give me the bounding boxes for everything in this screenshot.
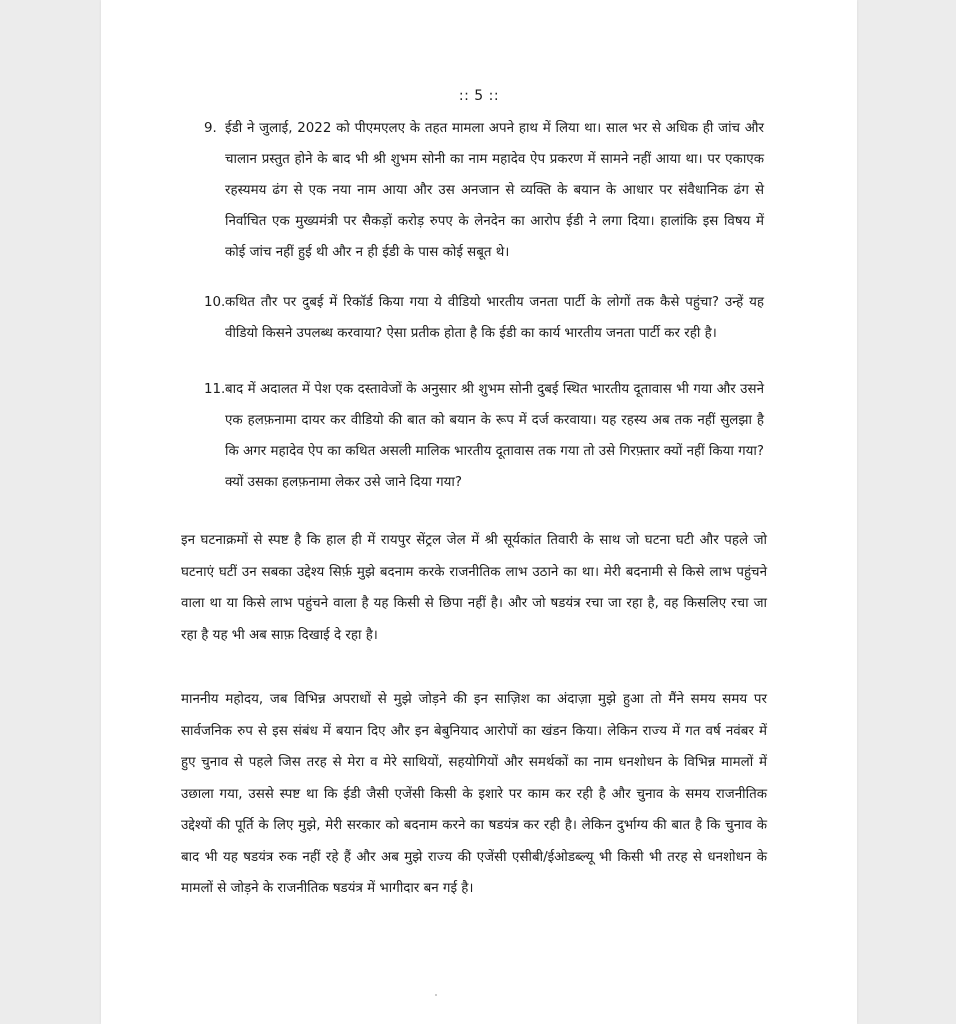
list-item-9 [204, 113, 764, 268]
list-item-text: बाद में अदालत में पेश एक दस्तावेजों के अनुसार श्री शुभम सोनी दुबई स्थित भारतीय दूतावास भी गया और उसने एक हलफ़नामा दायर कर वीडियो की बात को बयान के रूप में दर्ज करवाया। यह रहस्य अब तक नहीं सुलझा है कि अगर महादेव ऐप का कथित असली मालिक भारतीय दूतावास तक गया तो उसे गिरफ़्तार क्यों नहीं किया गया? क्यों उसका हलफ़नामा लेकर उसे जाने दिया गया? [225, 382, 764, 490]
list-item-10 [204, 287, 764, 349]
list-item-text: कथित तौर पर दुबई में रिकॉर्ड किया गया ये वीडियो भारतीय जनता पार्टी के लोगों तक कैसे पहुंचा? उन्हें यह वीडियो किसने उपलब्ध करवाया? ऐसा प्रतीक होता है कि ईडी का कार्य भारतीय जनता पार्टी कर रही है। [225, 295, 764, 341]
list-item-number: 9. [204, 121, 217, 136]
list-item-number: 11. [204, 382, 226, 397]
document-page [101, 0, 857, 1024]
paragraph-events: इन घटनाक्रमों से स्पष्ट है कि हाल ही में रायपुर सेंट्रल जेल में श्री सूर्यकांत तिवारी के साथ जो घटना घटी और पहले जो घटनाएं घटीं उन सबका उद्देश्य सिर्फ़ मुझे बदनाम करके राजनीतिक लाभ उठाने का था। मेरी बदनामी से किसे लाभ पहुंचने वाला था या किसे लाभ पहुंचने वाला है यह किसी से छिपा नहीं है। और जो षडयंत्र रचा जा रहा है, वह किसलिए रचा जा रहा है यह भी अब साफ़ दिखाई दे रहा है। [181, 533, 767, 643]
paragraph-honourable-sir: माननीय महोदय, जब विभिन्न अपराधों से मुझे जोड़ने की इन साज़िश का अंदाज़ा मुझे हुआ तो मैंने समय समय पर सार्वजनिक रुप से इस संबंध में बयान दिए और इन बेबुनियाद आरोपों का खंडन किया। लेकिन राज्य में गत वर्ष नवंबर में हुए चुनाव से पहले जिस तरह से मेरा व मेरे साथियों, सहयोगियों और समर्थकों का नाम धनशोधन के विभिन्न मामलों में उछाला गया, उससे स्पष्ट था कि ईडी जैसी एजेंसी किसी के इशारे पर काम कर रही है और चुनाव के समय राजनीतिक उद्देश्यों की पूर्ति के लिए मुझे, मेरी सरकार को बदनाम करने का षडयंत्र कर रही है। लेकिन दुर्भाग्य की बात है कि चुनाव के बाद भी यह षडयंत्र रुक नहीं रहे हैं और अब मुझे राज्य की एजेंसी एसीबी/ईओडब्ल्यू भी किसी भी तरह से धनशोधन के मामलों से जोड़ने के राजनीतिक षडयंत्र में भागीदार बन गई है। [181, 692, 767, 896]
list-item-text: ईडी ने जुलाई, 2022 को पीएमएलए के तहत मामला अपने हाथ में लिया था। साल भर से अधिक ही जांच और चालान प्रस्तुत होने के बाद भी श्री शुभम सोनी का नाम महादेव ऐप प्रकरण में सामने नहीं आया था। पर एकाएक रहस्यमय ढंग से एक नया नाम आया और उस अनजान से व्यक्ति के बयान के आधार पर संवैधानिक ढंग से निर्वाचित एक मुख्यमंत्री पर सैकड़ों करोड़ रुपए के लेनदेन का आरोप ईडी ने लगा दिया। हालांकि इस विषय में कोई जांच नहीं हुई थी और न ही ईडी के पास कोई सबूत थे। [225, 121, 764, 260]
scan-speck [435, 994, 437, 996]
list-item-11 [204, 374, 764, 498]
page-number: :: 5 :: [458, 88, 500, 104]
list-item-number: 10. [204, 295, 226, 310]
